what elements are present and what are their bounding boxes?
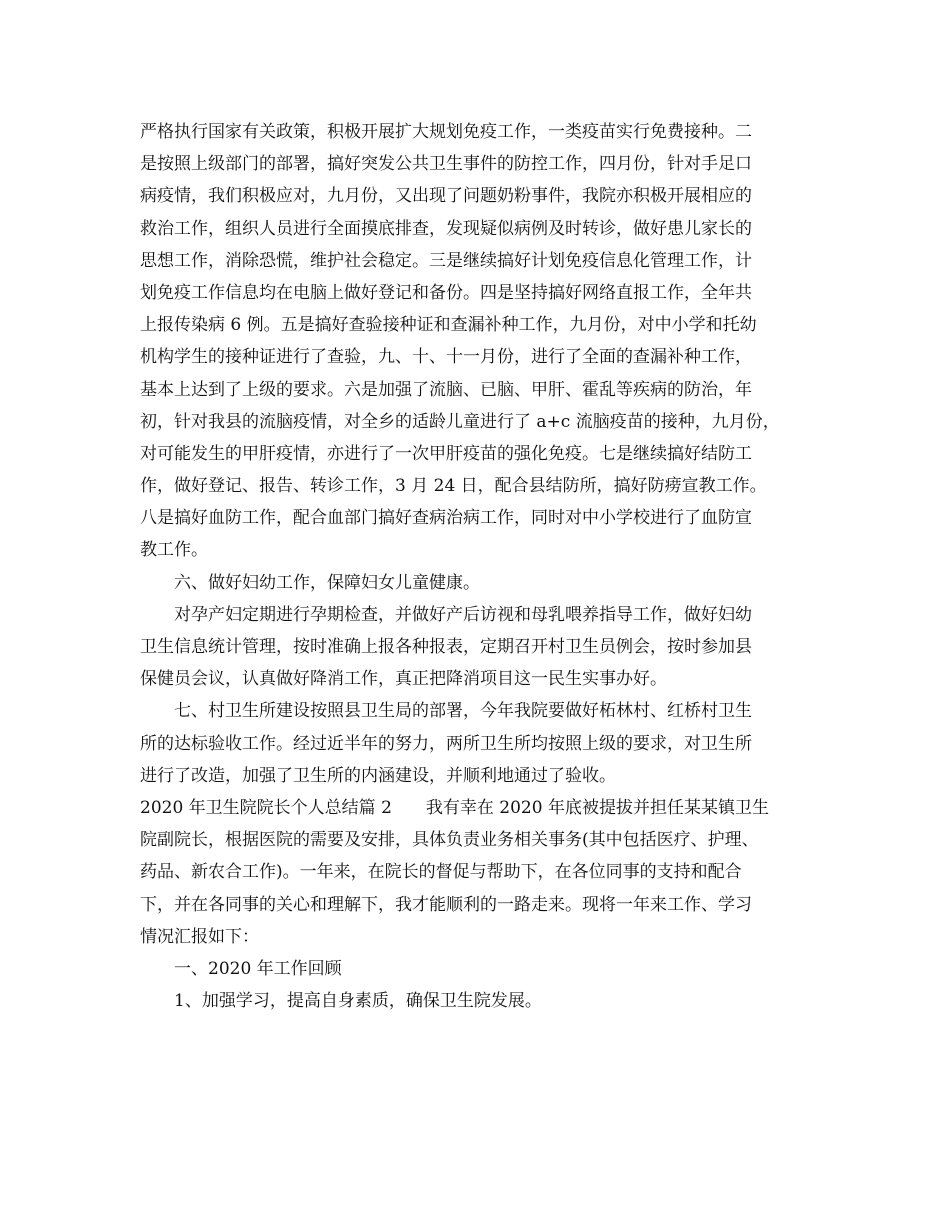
text-line: 对孕产妇定期进行孕期检查，并做好产后访视和母乳喂养指导工作，做好妇幼	[174, 604, 752, 625]
text-line: 初，针对我县的流脑疫情，对全乡的适龄儿童进行了 a+c 流脑疫苗的接种，九月份，	[140, 411, 780, 432]
text-line: 病疫情，我们积极应对，九月份，又出现了问题奶粉事件，我院亦积极开展相应的	[140, 186, 752, 207]
text-line: 八是搞好血防工作，配合血部门搞好查病治病工作，同时对中小学校进行了血防宣	[140, 508, 752, 529]
article-title-line: 2020 年卫生院院长个人总结篇 2 我有幸在 2020 年底被提拔并担任某某镇卫生	[140, 797, 769, 818]
text-line: 救治工作，组织人员进行全面摸底排查，发现疑似病例及时转诊，做好患儿家长的	[140, 218, 752, 239]
section-heading: 六、做好妇幼工作，保障妇女儿童健康。	[174, 572, 480, 593]
text-line: 划免疫工作信息均在电脑上做好登记和备份。四是坚持搞好网络直报工作，全年共	[140, 282, 752, 303]
text-line: 上报传染病 6 例。五是搞好查验接种证和查漏补种工作，九月份，对中小学和托幼	[140, 315, 757, 336]
text-line: 是按照上级部门的部署，搞好突发公共卫生事件的防控工作，四月份，针对手足口	[140, 154, 752, 175]
text-line: 卫生信息统计管理，按时准确上报各种报表，定期召开村卫生员例会，按时参加县	[140, 637, 752, 657]
text-line: 药品、新农合工作)。一年来，在院长的督促与帮助下，在各位同事的支持和配合	[140, 862, 742, 883]
text-line: 对可能发生的甲肝疫情，亦进行了一次甲肝疫苗的强化免疫。七是继续搞好结防工	[140, 443, 752, 464]
text-line: 进行了改造，加强了卫生所的内涵建设，并顺利地通过了验收。	[140, 765, 616, 786]
text-line: 下，并在各同事的关心和理解下，我才能顺利的一路走来。现将一年来工作、学习	[140, 894, 752, 915]
subsection-heading: 1、加强学习，提高自身素质，确保卫生院发展。	[174, 991, 542, 1012]
text-line: 保健员会议，认真做好降消工作，真正把降消项目这一民生实事办好。	[140, 669, 667, 690]
text-line: 思想工作，消除恐慌，维护社会稳定。三是继续搞好计划免疫信息化管理工作，计	[140, 250, 752, 271]
section-heading: 一、2020 年工作回顾	[174, 958, 342, 979]
text-line: 机构学生的接种证进行了查验，九、十、十一月份，进行了全面的查漏补种工作，	[140, 347, 752, 368]
section-heading: 七、村卫生所建设按照县卫生局的部署，今年我院要做好柘林村、红桥村卫生	[174, 701, 752, 722]
document-body	[140, 116, 820, 1017]
text-line: 基本上达到了上级的要求。六是加强了流脑、已脑、甲肝、霍乱等疾病的防治，年	[140, 379, 752, 400]
text-line: 所的达标验收工作。经过近半年的努力，两所卫生所均按照上级的要求，对卫生所	[140, 733, 752, 754]
text-line: 作，做好登记、报告、转诊工作，3 月 24 日，配合县结防所，搞好防痨宣教工作。	[140, 476, 767, 497]
text-line: 情况汇报如下：	[140, 926, 259, 947]
text-line: 教工作。	[140, 540, 208, 561]
text-line: 严格执行国家有关政策，积极开展扩大规划免疫工作，一类疫苗实行免费接种。二	[140, 122, 752, 142]
text-line: 院副院长，根据医院的需要及安排，具体负责业务相关事务(其中包括医疗、护理、	[140, 830, 759, 851]
